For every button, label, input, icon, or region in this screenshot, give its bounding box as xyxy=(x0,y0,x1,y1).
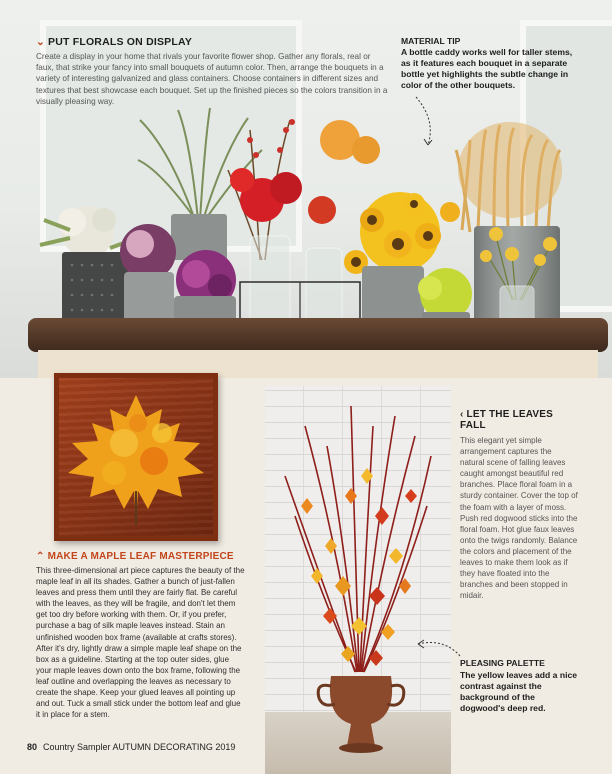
maple-body: This three-dimensional art piece captures the beauty of the maple leaf in all its shades. Gather a bunch of just-fallen leaves and press them until they are fairly flat. Be careful with the leaves, as they will be fragile, and don't let them get too dry before working with them. Or, if you prefer, purchase a bag of silk maple leaves instead. Stain an unfinished wooden box frame (available at crafts stores). After it's dry, lightly draw a simple maple leaf shape on the box as a guideline. Starting at the top outer sides, glue your maple leaves down onto the box frame, following the leaf outline and overlapping the leaves as necessary to create the shape. Keep your glued leaves all pointing up and out. Tuck a small stick under the bottom leaf and glue it in place for a stem. xyxy=(36,566,245,720)
page-footer xyxy=(27,742,235,752)
page-number: 80 xyxy=(27,742,38,752)
material-tip-body: A bottle caddy works well for taller stems, as it features each bouquet in a separate bottle yet highlights the subtle change in color of the other bouquets. xyxy=(401,47,573,90)
leaves-heading-text: LET THE LEAVES FALL xyxy=(460,409,554,431)
wooden-table xyxy=(28,318,608,352)
intro-body: Create a display in your home that rivals your favorite flower shop. Gather any florals, real or faux, that strike your fancy into small bouquets of autumn color. Then, arrange the bouquets in a variety of interesting galvanized and glass containers. Choose containers in different sizes and textures that best showcase each bouquet. Set up the finished pieces so the colors transition in a visually pleasing way. xyxy=(36,52,388,106)
wheat-bundle xyxy=(456,122,562,232)
callout-arrow-icon xyxy=(414,636,464,660)
grater-container xyxy=(62,252,128,324)
material-tip xyxy=(401,36,579,91)
intro-section xyxy=(36,36,388,107)
maple-leaf-frame-photo xyxy=(54,373,218,541)
maple-heading xyxy=(36,551,246,562)
intro-heading xyxy=(36,36,388,48)
pleasing-palette xyxy=(460,658,580,714)
maple-heading-text: MAKE A MAPLE LEAF MASTERPIECE xyxy=(47,551,234,562)
leaves-body: This elegant yet simple arrangement captures the natural scene of falling leaves caught amongst beautiful red branches. Place floral foam in a sturdy container. Cover the top of the foam with a layer of moss. Push red dogwood sticks into the floral foam. Hot glue faux leaves onto the twigs randomly. Balance the colors and placement of the leaves to make them look as if they have floated into the branches and been stopped in midair. xyxy=(460,436,578,601)
chevron-left-icon: ‹ xyxy=(460,409,464,420)
dogwood-arrangement xyxy=(265,386,451,774)
publication-name: Country Sampler AUTUMN DECORATING 2019 xyxy=(43,742,236,752)
palette-body: The yellow leaves add a nice contrast against the background of the dogwood's deep red. xyxy=(460,670,578,713)
chevron-icon: ⌄ xyxy=(36,36,45,48)
maple-section xyxy=(36,551,246,720)
maple-leaf-icon xyxy=(54,373,218,541)
leaves-section xyxy=(460,409,578,601)
rustic-urn xyxy=(330,676,392,746)
callout-arrow-icon xyxy=(406,95,446,155)
material-tip-title: MATERIAL TIP xyxy=(401,36,461,46)
chevron-up-icon: ⌃ xyxy=(36,551,45,562)
leaves-heading xyxy=(460,409,578,431)
sunflower-bouquet xyxy=(344,192,460,274)
palette-title: PLEASING PALETTE xyxy=(460,658,545,668)
intro-heading-text: PUT FLORALS ON DISPLAY xyxy=(48,36,193,48)
